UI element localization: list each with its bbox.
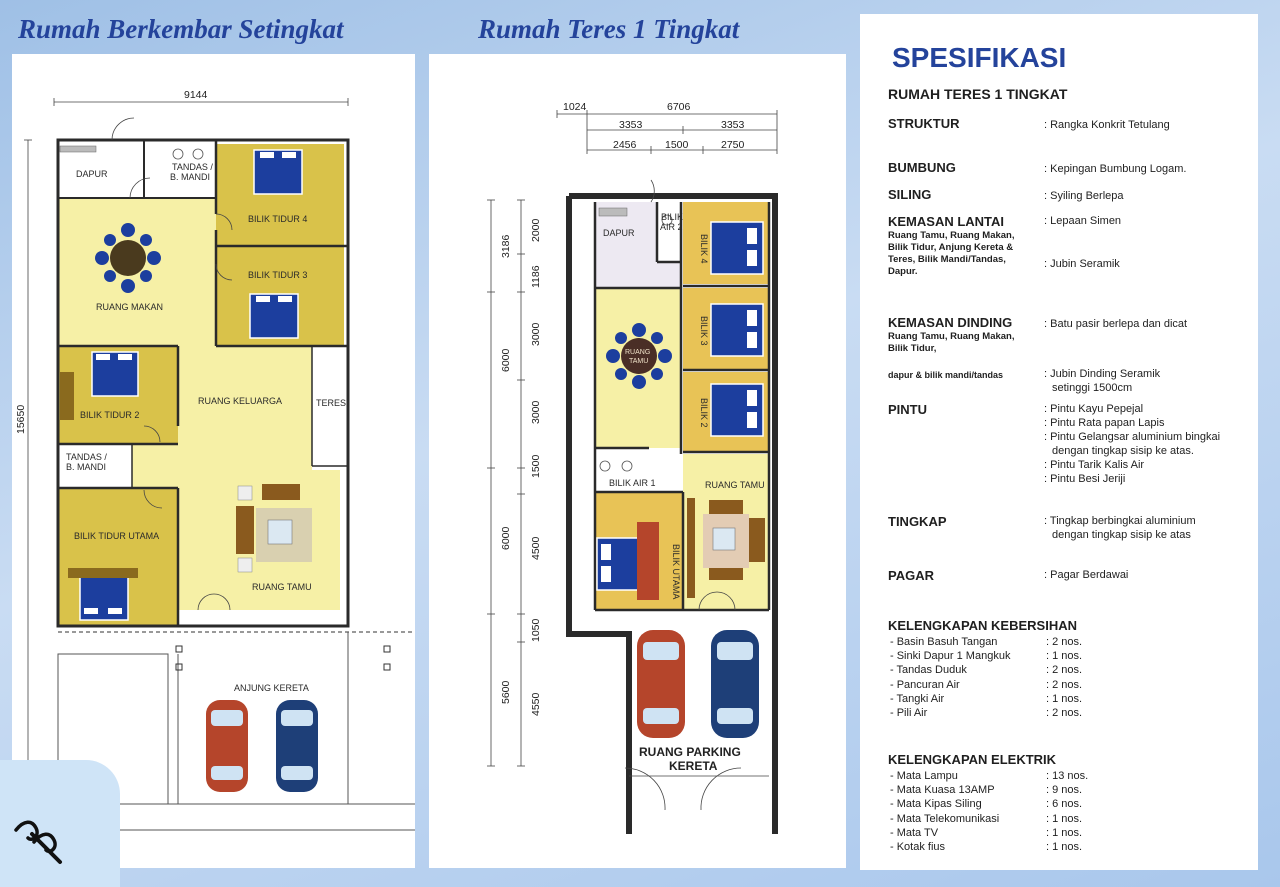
elektrik-item-label: - Kotak fius: [890, 841, 946, 853]
lantai-value-2: : Jubin Seramik: [1044, 258, 1120, 270]
pagar-value: : Pagar Berdawai: [1044, 569, 1129, 581]
pagar-key: PAGAR: [888, 568, 934, 583]
kebersihan-item-qty: : 2 nos.: [1046, 707, 1083, 719]
pintu-value-5: : Pintu Besi Jeriji: [1044, 473, 1126, 485]
label-ruang-makan: RUANG MAKAN: [96, 302, 164, 312]
label-dapur: DAPUR: [603, 228, 635, 238]
lantai-subtext: Ruang Tamu, Ruang Makan, Bilik Tidur, Anjung Kereta & Teres, Bilik Mandi/Tandas, Dapur.: [888, 230, 1015, 277]
left-floor-plan: [12, 54, 415, 868]
label-bilik-tidur-3: BILIK TIDUR 3: [248, 270, 308, 280]
label-bilik-tidur-2: BILIK TIDUR 2: [80, 410, 140, 420]
pintu-value-3: : Pintu Gelangsar aluminium bingkai: [1044, 431, 1221, 443]
elektrik-item-qty: : 9 nos.: [1046, 784, 1083, 797]
siling-value: : Syiling Berlepa: [1044, 190, 1124, 202]
pintu-key: PINTU: [888, 402, 927, 417]
kebersihan-item-qty: : 1 nos.: [1046, 650, 1083, 663]
label-tandas-1b: B. MANDI: [170, 172, 211, 182]
spec-panel: [860, 14, 1258, 870]
pintu-value-4: : Pintu Tarik Kalis Air: [1044, 459, 1145, 471]
dim-left-1500: 1500: [530, 454, 542, 478]
label-ruang-tamu-circle: RUANG: [625, 349, 651, 356]
car-icons: [206, 700, 318, 792]
elektrik-item-label: - Mata Kipas Siling: [890, 798, 982, 811]
label-bilik-air-1: BILIK AIR 1: [609, 478, 656, 488]
struktur-key: STRUKTUR: [888, 116, 960, 131]
dim-left-2000: 2000: [530, 218, 542, 242]
dim-left-4550: 4550: [530, 692, 542, 716]
dim-left-1186: 1186: [530, 265, 542, 288]
siling-key: SILING: [888, 187, 932, 202]
label-tandas-2b: B. MANDI: [66, 462, 107, 472]
label-kereta: KERETA: [669, 759, 718, 773]
elektrik-item-label: - Mata Kuasa 13AMP: [890, 784, 995, 797]
dinding-value-2a: : Jubin Dinding Seramik: [1044, 368, 1161, 380]
tingkap-value-2: dengan tingkap sisip ke atas: [1052, 529, 1191, 541]
dinding-subtext: Ruang Tamu, Ruang Makan, Bilik Tidur,: [888, 331, 1015, 354]
label-teres: TERES: [316, 398, 347, 408]
bumbung-value: : Kepingan Bumbung Logam.: [1044, 163, 1187, 175]
elektrik-item-qty: : 6 nos.: [1046, 798, 1083, 811]
dinding-key: KEMASAN DINDING: [888, 315, 1013, 330]
middle-floor-plan: [429, 54, 846, 868]
dim-top-6706: 6706: [667, 101, 691, 113]
elektrik-item-label: - Mata Telekomunikasi: [890, 812, 1000, 825]
label-bilik-3: BILIK 3: [699, 316, 709, 346]
dim-left-3186: 3186: [500, 234, 512, 258]
elektrik-item-label: - Mata TV: [890, 826, 939, 839]
kebersihan-item-qty: : 2 nos.: [1046, 678, 1083, 691]
kebersihan-item-qty: : 2 nos.: [1046, 636, 1083, 648]
struktur-value: : Rangka Konkrit Tetulang: [1044, 119, 1170, 131]
label-bilik-tidur-4: BILIK TIDUR 4: [248, 214, 308, 224]
kebersihan-title: KELENGKAPAN KEBERSIHAN: [888, 618, 1077, 633]
car-icons: [637, 630, 759, 738]
kebersihan-item-label: - Sinki Dapur 1 Mangkuk: [890, 650, 1011, 663]
kebersihan-item-label: - Pili Air: [890, 707, 928, 719]
kebersihan-item-label: - Tangki Air: [890, 692, 945, 705]
dinding-subtext-2: dapur & bilik mandi/tandas: [888, 370, 1004, 380]
dim-top-2750: 2750: [721, 139, 745, 151]
tingkap-key: TINGKAP: [888, 514, 947, 529]
elektrik-item-qty: : 13 nos.: [1046, 770, 1089, 782]
dim-top-1024: 1024: [563, 101, 587, 113]
dim-top-2456: 2456: [613, 139, 637, 151]
kebersihan-item-label: - Pancuran Air: [890, 678, 960, 691]
kebersihan-item-qty: : 2 nos.: [1046, 664, 1083, 677]
left-plan-title: Rumah Berkembar Setingkat: [18, 14, 344, 44]
label-bilik-2: BILIK 2: [699, 398, 709, 428]
pintu-value-3b: dengan tingkap sisip ke atas.: [1052, 445, 1194, 457]
pintu-value-2: : Pintu Rata papan Lapis: [1044, 417, 1165, 429]
label-bilik-air-2b: AIR 2: [660, 222, 683, 232]
dinding-value-2b: setinggi 1500cm: [1052, 382, 1133, 394]
spec-subtitle: RUMAH TERES 1 TINGKAT: [888, 86, 1068, 102]
label-bilik-4: BILIK 4: [699, 234, 709, 264]
dim-left-3000-a: 3000: [530, 322, 542, 346]
label-bilik-tidur-utama: BILIK TIDUR UTAMA: [74, 531, 160, 541]
dim-left-3000-b: 3000: [530, 400, 542, 424]
tingkap-value-1: : Tingkap berbingkai aluminium: [1044, 515, 1196, 527]
dim-left-5600: 5600: [500, 680, 512, 704]
elektrik-item-qty: : 1 nos.: [1046, 841, 1083, 853]
dim-top-3353-b: 3353: [721, 119, 745, 131]
elektrik-item-qty: : 1 nos.: [1046, 812, 1083, 825]
label-tandas-1: TANDAS /: [172, 162, 213, 172]
label-anjung-kereta: ANJUNG KERETA: [234, 683, 309, 693]
dim-top-3353-a: 3353: [619, 119, 643, 131]
label-ruang-tamu-circle-b: TAMU: [629, 358, 649, 365]
label-ruang-keluarga: RUANG KELUARGA: [198, 396, 283, 406]
elektrik-title: KELENGKAPAN ELEKTRIK: [888, 752, 1057, 767]
dim-left-6000-b: 6000: [500, 526, 512, 550]
lantai-key: KEMASAN LANTAI: [888, 214, 1005, 229]
kebersihan-item-label: - Tandas Duduk: [890, 664, 967, 677]
dim-left-6000-a: 6000: [500, 348, 512, 372]
elektrik-item-label: - Mata Lampu: [890, 770, 958, 782]
label-ruang-tamu: RUANG TAMU: [252, 582, 312, 592]
dim-top-1500: 1500: [665, 139, 689, 151]
kebersihan-item-qty: : 1 nos.: [1046, 692, 1083, 705]
pen-tool-icon: [10, 812, 70, 872]
pintu-value-1: : Pintu Kayu Pepejal: [1044, 403, 1144, 415]
bumbung-key: BUMBUNG: [888, 160, 956, 175]
label-ruang-parking: RUANG PARKING: [639, 745, 741, 759]
label-tandas-2: TANDAS /: [66, 452, 107, 462]
middle-plan-title: Rumah Teres 1 Tingkat: [478, 14, 740, 44]
label-bilik-utama: BILIK UTAMA: [671, 544, 681, 600]
spec-title: SPESIFIKASI: [892, 42, 1067, 73]
logo-badge: [0, 760, 120, 887]
dim-side-15650: 15650: [15, 404, 27, 434]
dim-top-9144: 9144: [184, 89, 208, 101]
label-dapur: DAPUR: [76, 169, 108, 179]
elektrik-item-qty: : 1 nos.: [1046, 826, 1083, 839]
dim-left-1050: 1050: [530, 618, 542, 642]
label-bilik-air-2: BILIK: [661, 212, 684, 222]
kebersihan-item-label: - Basin Basuh Tangan: [890, 636, 998, 648]
dim-left-4500: 4500: [530, 536, 542, 560]
label-ruang-tamu: RUANG TAMU: [705, 480, 765, 490]
lantai-value-1: : Lepaan Simen: [1044, 215, 1122, 227]
dinding-value-1: : Batu pasir berlepa dan dicat: [1044, 318, 1188, 330]
